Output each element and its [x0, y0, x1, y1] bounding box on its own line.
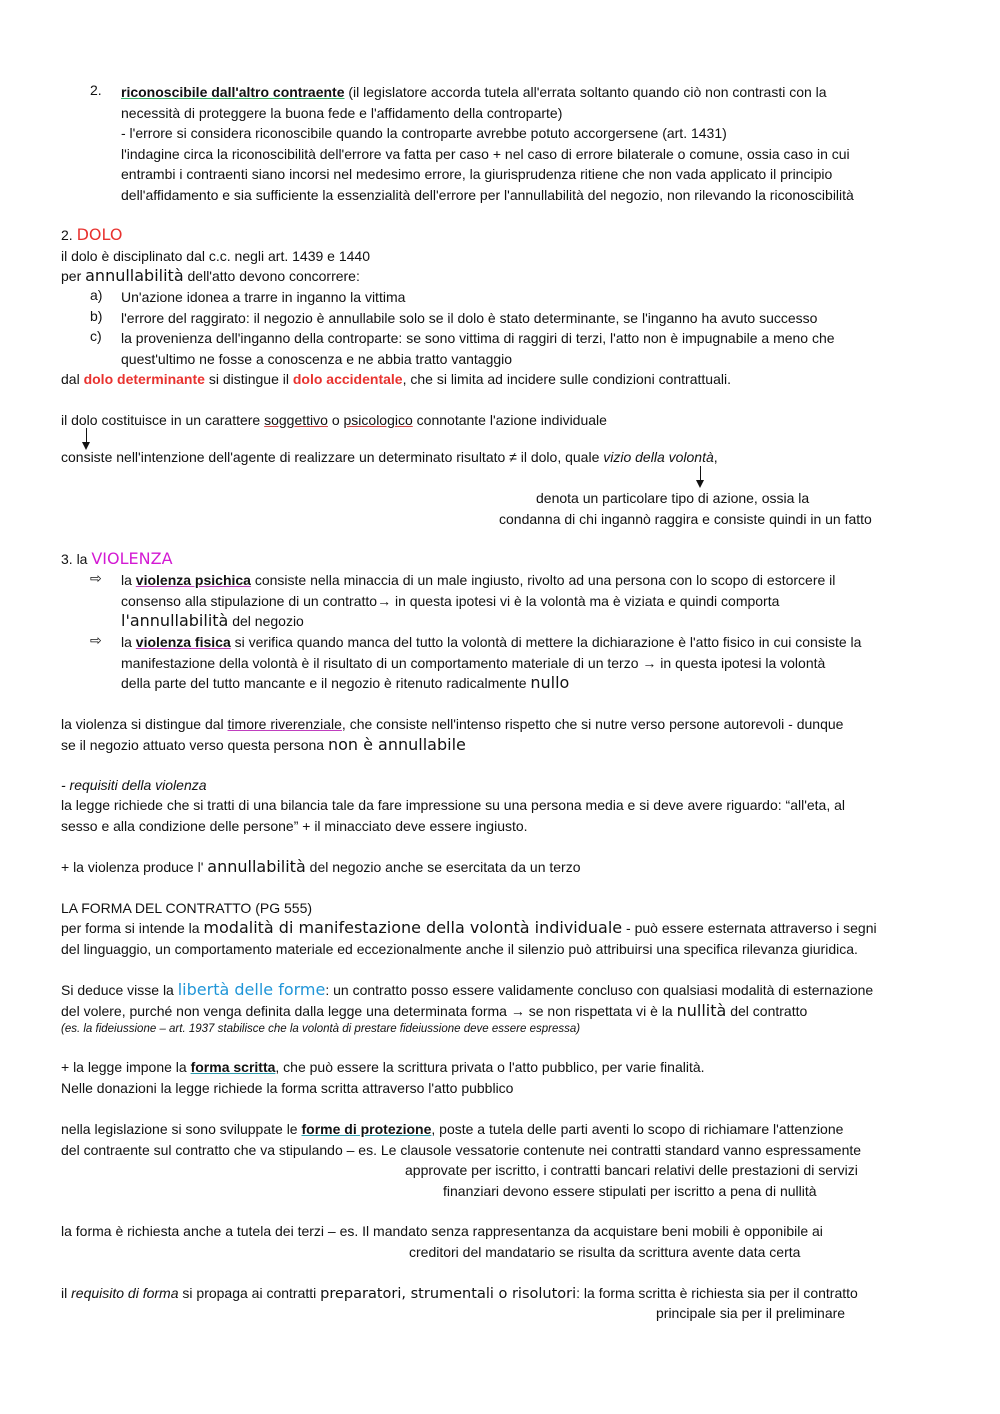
- list-item: la provenienza dell'inganno della controparte: se sono vittima di raggiri di terzi, l'atto non è impugnabile a meno che: [121, 330, 835, 346]
- text-line: condanna di chi ingannò raggira e consiste quindi in un fatto: [499, 511, 872, 527]
- heading-dolo: 2. DOLO: [61, 225, 123, 244]
- list-marker: a): [90, 287, 103, 303]
- text-line: dal dolo determinante si distingue il dolo accidentale, che si limita ad incidere sulle condizioni contrattuali.: [61, 371, 731, 387]
- text-line: quest'ultimo ne fosse a conoscenza e ne abbia tratto vantaggio: [121, 351, 513, 367]
- list-number: 2.: [90, 82, 102, 98]
- text-line: principale sia per il preliminare: [656, 1305, 846, 1321]
- term-riconoscibile: riconoscibile dall'altro contraente: [121, 84, 345, 100]
- list-item: Un'azione idonea a trarre in inganno la vittima: [121, 289, 406, 305]
- down-arrow-icon: [700, 466, 701, 486]
- list-marker: c): [90, 328, 102, 344]
- text-line: + la violenza produce l' annullabilità del negozio anche se esercitata da un terzo: [61, 857, 581, 876]
- text-line: il requisito di forma si propaga ai contratti preparatori, strumentali o risolutori: la forma scritta è richiesta sia per il contratto: [61, 1285, 858, 1302]
- text-line: denota un particolare tipo di azione, ossia la: [536, 490, 810, 506]
- paragraph-protezione: nella legislazione si sono sviluppate le forme di protezione, poste a tutela delle parti aventi lo scopo di richiamare l'attenzione del contraente sul contratto che va stipulando – es. Le clausole vessatorie contenute nei contratti standard vanno espressamente: [61, 1121, 862, 1158]
- subheading-requisiti: - requisiti della violenza: [61, 777, 207, 793]
- paragraph-timore: la violenza si distingue dal timore riverenziale, che consiste nell'intenso rispetto che si nutre verso persone autorevoli - dunque se il negozio attuato verso questa persona non è annullabile: [61, 716, 844, 754]
- paragraph-liberta: Si deduce visse la libertà delle forme: un contratto posso essere validamente concluso con qualsiasi modalità di esternazione del volere, purché non venga definita dalla legge una determinata forma → se non rispettata vi è la nullità del contratto: [61, 980, 874, 1020]
- note-fideiussione: (es. la fideiussione – art. 1937 stabilisce che la volontà di prestare fideiussione deve essere espressa): [61, 1023, 581, 1035]
- text-line: creditori del mandatario se risulta da scrittura avente data certa: [409, 1244, 801, 1260]
- list-item: l'errore del raggirato: il negozio è annullabile solo se il dolo è stato determinante, se l'inganno ha avuto successo: [121, 310, 818, 326]
- heading-violenza: 3. la VIOLENZA: [61, 549, 173, 568]
- arrow-bullet-icon: ⇨: [90, 570, 102, 586]
- bullet-violenza-psichica: la violenza psichica consiste nella minaccia di un male ingiusto, rivolto ad una persona con lo scopo di estorcere il consenso alla stipulazione di un contratto→ in questa ipotesi vi è la volontà ma è viziata e quindi comporta l'annullabilità del negozio: [121, 572, 836, 630]
- text-line: finanziari devono essere stipulati per iscritto a pena di nullità: [443, 1183, 817, 1199]
- arrow-bullet-icon: ⇨: [90, 632, 102, 648]
- text-line: per annullabilità dell'atto devono concorrere:: [61, 266, 360, 285]
- text-line: sesso e alla condizione delle persone” + il minacciato deve essere ingiusto.: [61, 818, 528, 834]
- text-line: il dolo è disciplinato dal c.c. negli art. 1439 e 1440: [61, 248, 370, 264]
- heading-forma: LA FORMA DEL CONTRATTO (PG 555): [61, 900, 313, 916]
- text-line: approvate per iscritto, i contratti bancari relativi delle prestazioni di servizi: [405, 1162, 858, 1178]
- text-line: consiste nell'intenzione dell'agente di realizzare un determinato risultato ≠ il dolo, quale vizio della volontà,: [61, 449, 718, 465]
- text-line: la legge richiede che si tratti di una bilancia tale da fare impressione su una persona media e si deve avere riguardo: “all'eta, al: [61, 797, 846, 813]
- text-line: il dolo costituisce in un carattere soggettivo o psicologico connotante l'azione individuale: [61, 412, 607, 428]
- down-arrow-icon: [86, 428, 87, 448]
- paragraph-forma: per forma si intende la modalità di manifestazione della volontà individuale - può essere esternata attraverso i segni del linguaggio, un comportamento materiale ed eccezionalmente anche il silenzio può attribuirsi una specifica rilevanza giuridica.: [61, 918, 877, 957]
- list-marker: b): [90, 308, 103, 324]
- paragraph-riconoscibile: riconoscibile dall'altro contraente (il legislatore accorda tutela all'errata soltanto quando ciò non contrasti con la necessità di proteggere la buona fede e l'affidamento della controparte) - l'errore si considera riconoscibile quando la controparte avrebbe potuto accorgersene (art. 1431) l'indagine circa la riconoscibilità dell'errore va fatta per caso + nel caso di errore bilaterale o comune, ossia caso in cui entrambi i contraenti siano incorsi nel medesimo errore, la giurisprudenza ritiene che non vada applicato il principio dell'affidamento e sia sufficiente la essenzialità dell'errore per l'annullabilità del negozio, non rilevando la riconoscibilità: [121, 84, 854, 203]
- paragraph-forma-scritta: + la legge impone la forma scritta, che può essere la scrittura privata o l'atto pubblico, per varie finalità. Nelle donazioni la legge richiede la forma scritta attraverso l'atto pubblico: [61, 1059, 705, 1096]
- bullet-violenza-fisica: la violenza fisica si verifica quando manca del tutto la volontà di mettere la dichiarazione è l'atto fisico in cui consiste la manifestazione della volontà è il risultato di un comportamento materiale di un terzo → in questa ipotesi la volontà della parte del tutto mancante e il negozio è ritenuto radicalmente nullo: [121, 634, 862, 692]
- text-line: la forma è richiesta anche a tutela dei terzi – es. Il mandato senza rappresentanza da acquistare beni mobili è opponibile ai: [61, 1223, 823, 1239]
